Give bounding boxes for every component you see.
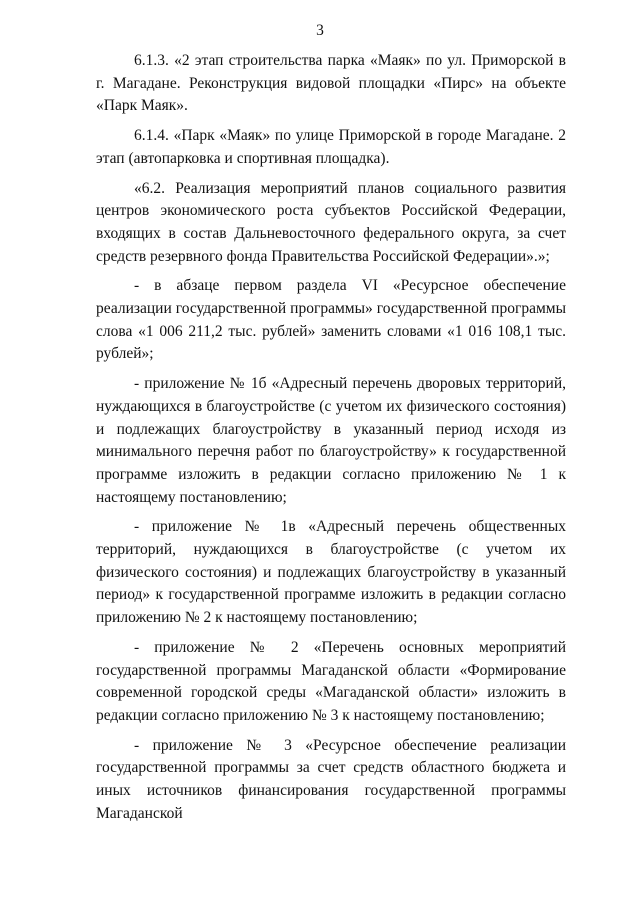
paragraph-6-1-4: 6.1.4. «Парк «Маяк» по улице Приморской в городе Магадане. 2 этап (автопарковка и спортивная площадка).	[96, 127, 566, 167]
paragraph-appendix-2: - приложение № 2 «Перечень основных мероприятий государственной программы Магаданской области «Формирование современной городской среды «Магаданской области» изложить в редакции согласно приложению № 3 к настоящему постановлению;	[96, 638, 566, 724]
paragraph-6-2: «6.2. Реализация мероприятий планов социального развития центров экономического роста субъектов Российской Федерации, входящих в состав Дальневосточного федерального округа, за счет средств резервного фонда Правительства Российской Федерации».»;	[96, 179, 566, 265]
paragraph-section-vi: - в абзаце первом раздела VI «Ресурсное обеспечение реализации государственной программы» государственной программы слова «1 006 211,2 тыс. рублей» заменить словами «1 016 108,1 тыс. рублей»;	[96, 277, 566, 363]
paragraph-6-1-3: 6.1.3. «2 этап строительства парка «Маяк» по ул. Приморской в г. Магадане. Реконструкция видовой площадки «Пирс» на объекте «Парк Маяк».	[96, 52, 566, 115]
page-number: 3	[316, 22, 324, 39]
paragraph-appendix-1b: - приложение № 1б «Адресный перечень дворовых территорий, нуждающихся в благоустройстве (с учетом их физического состояния) и подлежащих благоустройству в указанный период исходя из минимального перечня работ по благоустройству» к государственной программе изложить в редакции согласно приложению № 1 к настоящему постановлению;	[96, 375, 566, 506]
paragraph-appendix-1v: - приложение № 1в «Адресный перечень общественных территорий, нуждающихся в благоустройстве (с учетом их физического состояния) и подлежащих благоустройству в указанный период» к государственной программе изложить в редакции согласно приложению № 2 к настоящему постановлению;	[96, 518, 566, 627]
document-body	[96, 50, 566, 833]
paragraph-appendix-3: - приложение № 3 «Ресурсное обеспечение реализации государственной программы за счет средств областного бюджета и иных источников финансирования государственной программы Магаданской	[96, 736, 566, 822]
